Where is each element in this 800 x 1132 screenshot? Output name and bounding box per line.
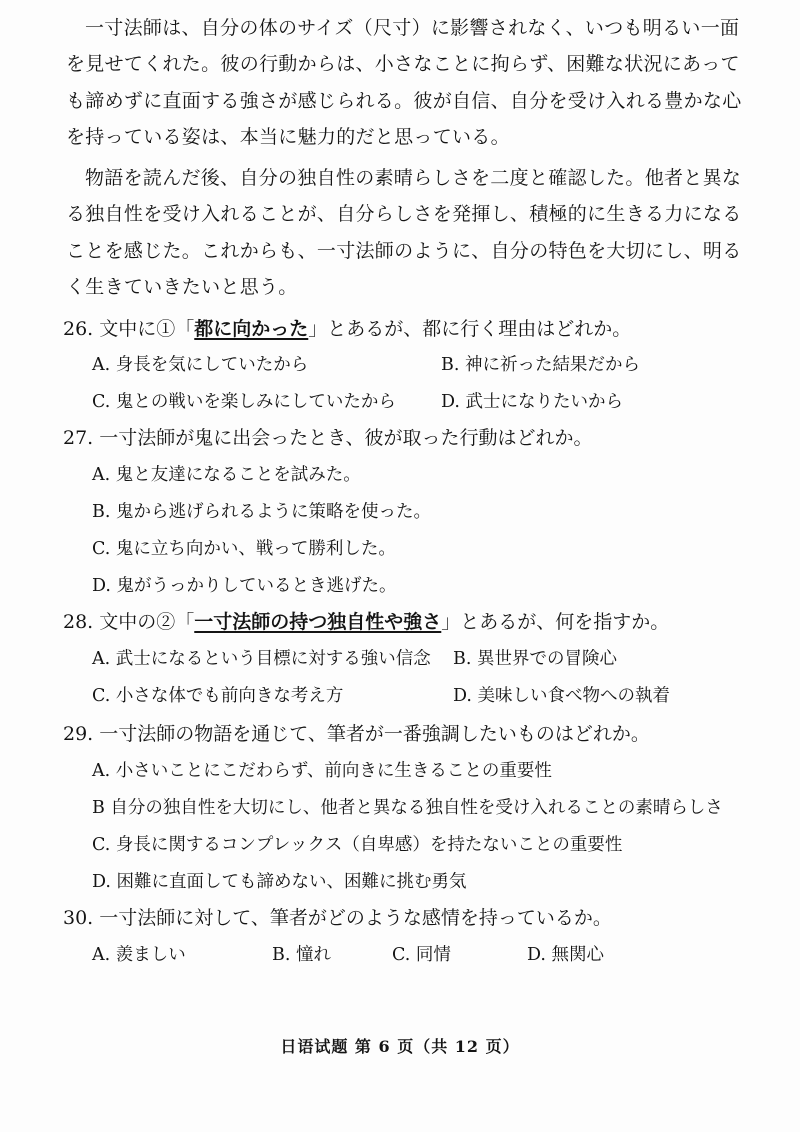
- question-26: [63, 316, 753, 342]
- q29-option-a[interactable]: A. 小さいことにこだわらず、前向きに生きることの重要性: [92, 761, 552, 781]
- question-26-underlined-quote: 都に向かった: [194, 318, 309, 340]
- page-footer: 日语试题 第 6 页（共 12 页）: [280, 1037, 520, 1056]
- question-28-suffix: 」とあるが、何を指すか。: [441, 611, 670, 633]
- question-26-suffix: 」とあるが、都に行く理由はどれか。: [308, 318, 632, 340]
- q28-option-b[interactable]: B. 異世界での冒険心: [453, 649, 617, 669]
- question-28-underlined-quote: 一寸法師の持つ独自性や強さ: [194, 611, 442, 633]
- q28-option-a[interactable]: A. 武士になるという目標に対する強い信念: [92, 649, 431, 669]
- passage-paragraph-2: 物語を読んだ後、自分の独自性の素晴らしさを二度と確認した。他者と異なる独自性を受け入れることが、自分らしさを発揮し、積極的に生きる力になることを感じた。これからも、一寸法師のように、自分の特色を大切にし、明るく生きていきたいと思う。: [66, 167, 742, 299]
- q26-option-b[interactable]: B. 神に祈った結果だから: [441, 355, 640, 375]
- question-26-prefix: 26. 文中に①「: [63, 318, 195, 340]
- q30-option-d[interactable]: D. 無関心: [527, 945, 605, 965]
- q30-option-a[interactable]: A. 羨ましい: [92, 945, 186, 965]
- q26-option-a[interactable]: A. 身長を気にしていたから: [92, 355, 309, 375]
- q29-option-d[interactable]: D. 困難に直面しても諦めない、困難に挑む勇気: [92, 872, 467, 892]
- q28-option-c[interactable]: C. 小さな体でも前向きな考え方: [92, 686, 344, 706]
- q30-option-c[interactable]: C. 同情: [392, 945, 451, 965]
- question-27: 27. 一寸法師が鬼に出会ったとき、彼が取った行動はどれか。: [63, 427, 593, 449]
- q27-option-c[interactable]: C. 鬼に立ち向かい、戦って勝利した。: [92, 539, 396, 559]
- q30-option-b[interactable]: B. 憧れ: [272, 945, 331, 965]
- q26-option-d[interactable]: D. 武士になりたいから: [441, 392, 624, 412]
- q27-option-d[interactable]: D. 鬼がうっかりしているとき逃げた。: [92, 576, 397, 596]
- question-28-prefix: 28. 文中の②「: [63, 611, 195, 633]
- q27-option-b[interactable]: B. 鬼から逃げられるように策略を使った。: [92, 502, 431, 522]
- question-28: [63, 609, 753, 635]
- passage-paragraph-1: 一寸法師は、自分の体のサイズ（尺寸）に影響されなく、いつも明るい一面を見せてくれた。彼の行動からは、小さなことに拘らず、困難な状況にあっても諦めずに直面する強さが感じられる。彼が自信、自分を受け入れる豊かな心を持っている姿は、本当に魅力的だと思っている。: [66, 17, 742, 149]
- q29-option-c[interactable]: C. 身長に関するコンプレックス（自卑感）を持たないことの重要性: [92, 835, 623, 855]
- q26-option-c[interactable]: C. 鬼との戦いを楽しみにしていたから: [92, 392, 396, 412]
- q27-option-a[interactable]: A. 鬼と友達になることを試みた。: [92, 465, 361, 485]
- q28-option-d[interactable]: D. 美味しい食べ物への執着: [453, 686, 671, 706]
- question-29: 29. 一寸法師の物語を通じて、筆者が一番強調したいものはどれか。: [63, 723, 650, 745]
- question-30: 30. 一寸法師に対して、筆者がどのような感情を持っているか。: [63, 907, 612, 929]
- q29-option-b[interactable]: B 自分の独自性を大切にし、他者と異なる独自性を受け入れることの素晴らしさ: [92, 798, 723, 818]
